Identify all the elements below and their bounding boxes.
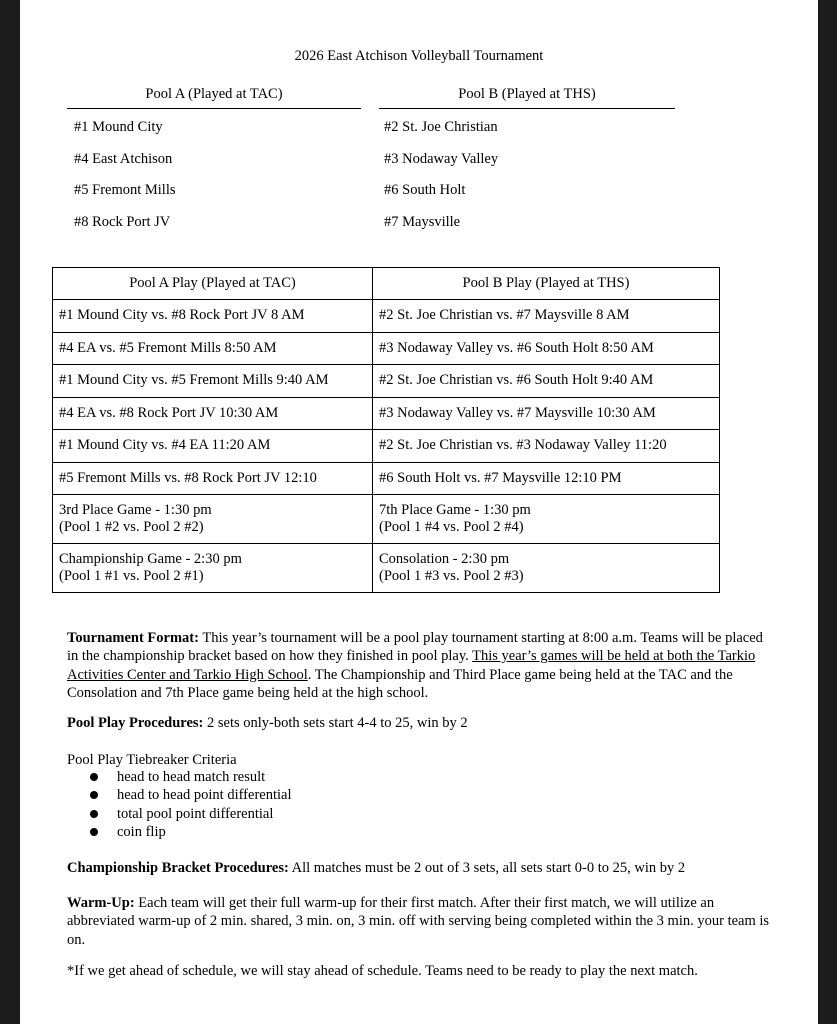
pool-b-play-header: Pool B Play (Played at THS) [373,268,720,300]
tournament-format-text: This year’s tournament will be a pool play tournament starting at 8:00 a.m. Teams will be placed in the championship bracket based on how they finished in pool play. [67,630,763,665]
document-title: 2026 East Atchison Volleyball Tournament [294,48,544,64]
pool-b-team: #2 St. Joe Christian [384,119,498,135]
bullet-icon [90,773,98,781]
final-game-title: 3rd Place Game - 1:30 pm [59,502,212,518]
pool-a-game: #1 Mound City vs. #5 Fremont Mills 9:40 AM [53,365,373,398]
pool-a-game: #1 Mound City vs. #4 EA 11:20 AM [53,430,373,463]
final-game-matchup: (Pool 1 #4 vs. Pool 2 #4) [379,519,524,535]
pool-a-game: #4 EA vs. #8 Rock Port JV 10:30 AM [53,397,373,430]
warmup-label: Warm-Up: [67,895,135,911]
tournament-format-label: Tournament Format: [67,630,199,646]
pool-a-game: #4 EA vs. #5 Fremont Mills 8:50 AM [53,332,373,365]
pool-a-game: #1 Mound City vs. #8 Rock Port JV 8 AM [53,300,373,333]
pool-b-game: #6 South Holt vs. #7 Maysville 12:10 PM [373,462,720,495]
final-game-title: Consolation - 2:30 pm [379,551,510,567]
final-game-title: 7th Place Game - 1:30 pm [379,502,531,518]
list-item [90,805,291,823]
seventh-place-game-cell [373,495,720,544]
pool-a-play-header: Pool A Play (Played at TAC) [53,268,373,300]
tournament-format-paragraph [67,629,773,702]
pool-b-heading: Pool B (Played at THS) [379,86,675,109]
schedule-table [52,267,720,593]
pool-a-game: #5 Fremont Mills vs. #8 Rock Port JV 12:10 [53,462,373,495]
pool-a-heading: Pool A (Played at TAC) [67,86,361,109]
pool-b-game: #2 St. Joe Christian vs. #7 Maysville 8 AM [373,300,720,333]
tiebreaker-title: Pool Play Tiebreaker Criteria [67,752,237,768]
pool-b-game: #3 Nodaway Valley vs. #6 South Holt 8:50 AM [373,332,720,365]
pool-a-team-list [74,118,176,244]
list-item [90,768,291,786]
tournament-format-text-end: . The Championship and Third Place game being held at the TAC and the Consolation and 7th Place game being held at the high school. [67,666,733,701]
pool-b-team: #3 Nodaway Valley [384,150,499,167]
championship-game-cell [53,544,373,593]
list-item [90,823,291,841]
final-game-title: Championship Game - 2:30 pm [59,551,242,567]
tiebreaker-item: total pool point differential [117,805,274,822]
pool-b-game: #2 St. Joe Christian vs. #6 South Holt 9:40 AM [373,365,720,398]
third-place-game-cell [53,495,373,544]
pool-a-team: #1 Mound City [74,119,163,135]
pool-a-team: #4 East Atchison [74,150,173,167]
tiebreaker-list [90,768,291,841]
pool-play-label: Pool Play Procedures: [67,715,204,731]
table-row [53,397,720,430]
bullet-icon [90,810,98,818]
pool-a-team: #8 Rock Port JV [74,213,171,230]
tiebreaker-item: coin flip [117,823,166,840]
table-row [53,544,720,593]
pool-b-team: #7 Maysville [384,213,461,230]
pool-b-game: #3 Nodaway Valley vs. #7 Maysville 10:30 AM [373,397,720,430]
pool-b-team: #6 South Holt [384,182,466,198]
table-row [53,300,720,333]
schedule-note: *If we get ahead of schedule, we will stay ahead of schedule. Teams need to be ready to play the next match. [67,963,698,979]
table-row [53,365,720,398]
schedule-header-row [53,268,720,300]
bracket-text: All matches must be 2 out of 3 sets, all sets start 0-0 to 25, win by 2 [288,860,686,876]
list-item [90,786,291,804]
pool-play-procedures-paragraph [67,714,773,732]
pool-b-team-list [384,118,498,244]
warmup-paragraph [67,894,773,949]
final-game-matchup: (Pool 1 #2 vs. Pool 2 #2) [59,519,204,535]
tiebreaker-item: head to head point differential [117,787,292,804]
consolation-game-cell [373,544,720,593]
bullet-icon [90,791,98,799]
pool-b-game: #2 St. Joe Christian vs. #3 Nodaway Valley 11:20 [373,430,720,463]
pool-a-team: #5 Fremont Mills [74,182,176,198]
bullet-icon [90,828,98,836]
final-game-matchup: (Pool 1 #3 vs. Pool 2 #3) [379,568,524,584]
document-page [20,0,818,1024]
pool-play-text: 2 sets only-both sets start 4-4 to 25, win by 2 [203,715,468,731]
table-row [53,430,720,463]
final-game-matchup: (Pool 1 #1 vs. Pool 2 #1) [59,568,204,584]
bracket-procedures-paragraph [67,859,773,877]
table-row [53,495,720,544]
tiebreaker-item: head to head match result [117,769,266,785]
table-row [53,332,720,365]
table-row [53,462,720,495]
warmup-text: Each team will get their full warm-up for their first match. After their first match, we will utilize an abbreviated warm-up of 2 min. shared, 3 min. on, 3 min. off with serving being completed within the 3 min. your team is on. [67,895,770,948]
bracket-label: Championship Bracket Procedures: [67,860,289,876]
tournament-location-text: This year’s games will be held at both the Tarkio Activities Center and Tarkio High School [67,648,756,683]
